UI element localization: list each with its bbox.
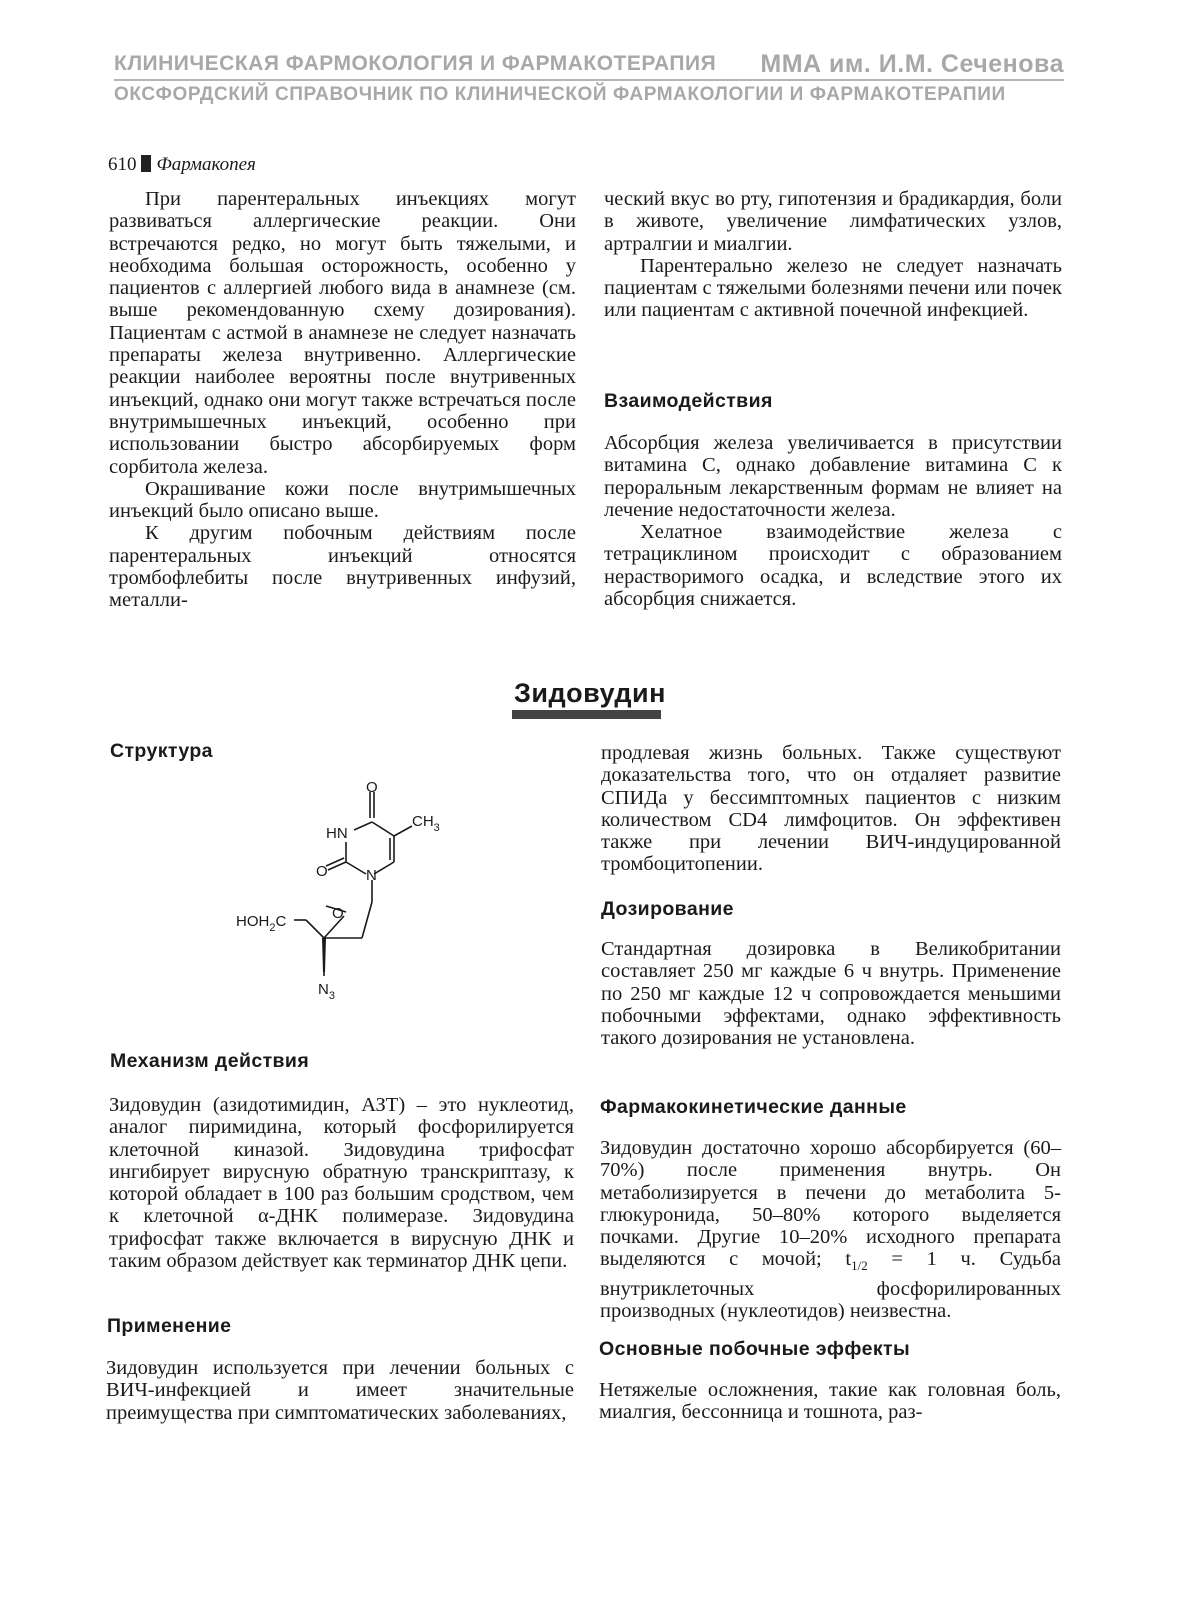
dosage-heading: Дозирование: [601, 898, 734, 920]
zidovudine-structure-diagram: [226, 780, 456, 1010]
mechanism-heading: Механизм действия: [110, 1050, 310, 1072]
header-right: ММА им. И.М. Сеченова: [760, 50, 1064, 78]
interactions-heading: Взаимодействия: [604, 390, 773, 412]
side-effects-text: Нетяжелые осложнения, такие как головная боль, миалгия, бессонница и тошнота, раз-: [599, 1379, 1061, 1424]
atom-label: $CH_3$: [412, 813, 440, 834]
paragraph: При парентеральных инъекциях могут развиваться аллергические реакции. Они встречаются редко, но могут быть тяжелыми, и необходима большая осторожность, особенно у пациентов с аллергией любого вида в анамнезе (см. выше рекомендованную схему дозирования). Пациентам с астмой в анамнезе не следует назначать препараты железа внутривенно. Аллергические реакции наиболее вероятны после внутривенных инъекций, однако они могут также встречаться после внутримышечных инъекций, особенно при использовании быстро абсорбируемых форм сорбитола железа.: [109, 188, 576, 478]
top-left-column: [109, 188, 576, 612]
header-subtitle: ОКСФОРДСКИЙ СПРАВОЧНИК ПО КЛИНИЧЕСКОЙ ФАРМАКОЛОГИИ И ФАРМАКОТЕРАПИИ: [114, 84, 1006, 105]
structure-heading: Структура: [110, 740, 213, 762]
page-section: Фармакопея: [156, 154, 256, 175]
atom-label: N: [366, 867, 377, 884]
pk-heading: Фармакокинетические данные: [600, 1096, 907, 1118]
paragraph: Парентерально железо не следует назначать пациентам с тяжелыми болезнями печени или почек или пациентам с активной почечной инфекцией.: [604, 254, 1062, 322]
square-bullet-icon: [141, 155, 151, 172]
paragraph: Хелатное взаимодействие железа с тетрациклином происходит с образованием нерастворимого осадка, и вследствие этого их абсорбция снижается.: [604, 521, 1062, 611]
dosage-text: Стандартная дозировка в Великобритании составляет 250 мг каждые 6 ч внутрь. Применение по 250 мг каждые 12 ч сопровождается меньшими побочными эффектами, однако эффективность такого дозирования не установлена.: [601, 938, 1061, 1050]
side-effects-heading: Основные побочные эффекты: [599, 1338, 911, 1360]
usage-text-left: Зидовудин используется при лечении больных с ВИЧ-инфекцией и имеет значительные преимущества при симптоматических заболеваниях,: [106, 1357, 574, 1424]
mechanism-text: Зидовудин (азидотимидин, АЗТ) – это нуклеотид, аналог пиримидина, который фосфорилируется клеточной киназой. Зидовудина трифосфат ингибирует вирусную обратную транскриптазу, к которой обладает в 100 раз большим сродством, чем к клеточной α-ДНК полимеразе. Зидовудина трифосфат также включается в вирусную ДНК и таким образом действует как терминатор ДНК цепи.: [109, 1094, 574, 1273]
atom-label: O: [366, 780, 378, 796]
drug-title: Зидовудин: [514, 678, 666, 708]
paragraph: Окрашивание кожи после внутримышечных инъекций было описано выше.: [109, 477, 576, 523]
top-right-column: [604, 188, 1062, 322]
atom-label: O: [332, 905, 344, 922]
atom-label: HN: [326, 825, 348, 842]
usage-heading: Применение: [107, 1315, 232, 1337]
header-rule: [114, 79, 1064, 81]
atom-label: $N_3$: [318, 981, 335, 1002]
paragraph: Абсорбция железа увеличивается в присутствии витамина С, однако добавление витамина С к пероральным лекарственным формам не влияет на лечение недостаточности железа.: [604, 432, 1062, 521]
structure-bonds: [294, 792, 412, 976]
page-number-line: [108, 154, 256, 176]
title-underline-bar: [512, 710, 661, 719]
wedge-bond: [322, 938, 326, 972]
usage-text-right: продлевая жизнь больных. Также существуют доказательства того, что он отдаляет развитие СПИДа у бессимптомных пациентов с низким количеством CD4 лимфоцитов. Он эффективен также при лечении ВИЧ-индуцированной тромбоцитопении.: [601, 742, 1061, 876]
page-number: 610: [108, 154, 137, 175]
paragraph: ческий вкус во рту, гипотензия и брадикардия, боли в животе, увеличение лимфатических узлов, артралгии и миалгии.: [604, 188, 1062, 255]
atom-label: O: [316, 863, 328, 880]
interactions-text: [604, 432, 1062, 610]
pk-text: Зидовудин достаточно хорошо абсорбируется (60–70%) после применения внутрь. Он метаболизируется в печени до метаболита 5-глюкуронида, 50–80% которого выделяется почками. Другие 10–20% исходного препарата выделяются с мочой; $t_{1/2} = 1$ ч. Судьба внутриклеточных фосфорилированных производных (нуклеотидов) неизвестна.: [600, 1137, 1061, 1323]
atom-label: $HOH_2C$: [236, 913, 287, 934]
paragraph: К другим побочным действиям после парентеральных инъекций относятся тромбофлебиты после внутривенных инфузий, металли-: [109, 522, 576, 612]
header-left: КЛИНИЧЕСКАЯ ФАРМОКОЛОГИЯ И ФАРМАКОТЕРАПИЯ: [114, 52, 717, 75]
